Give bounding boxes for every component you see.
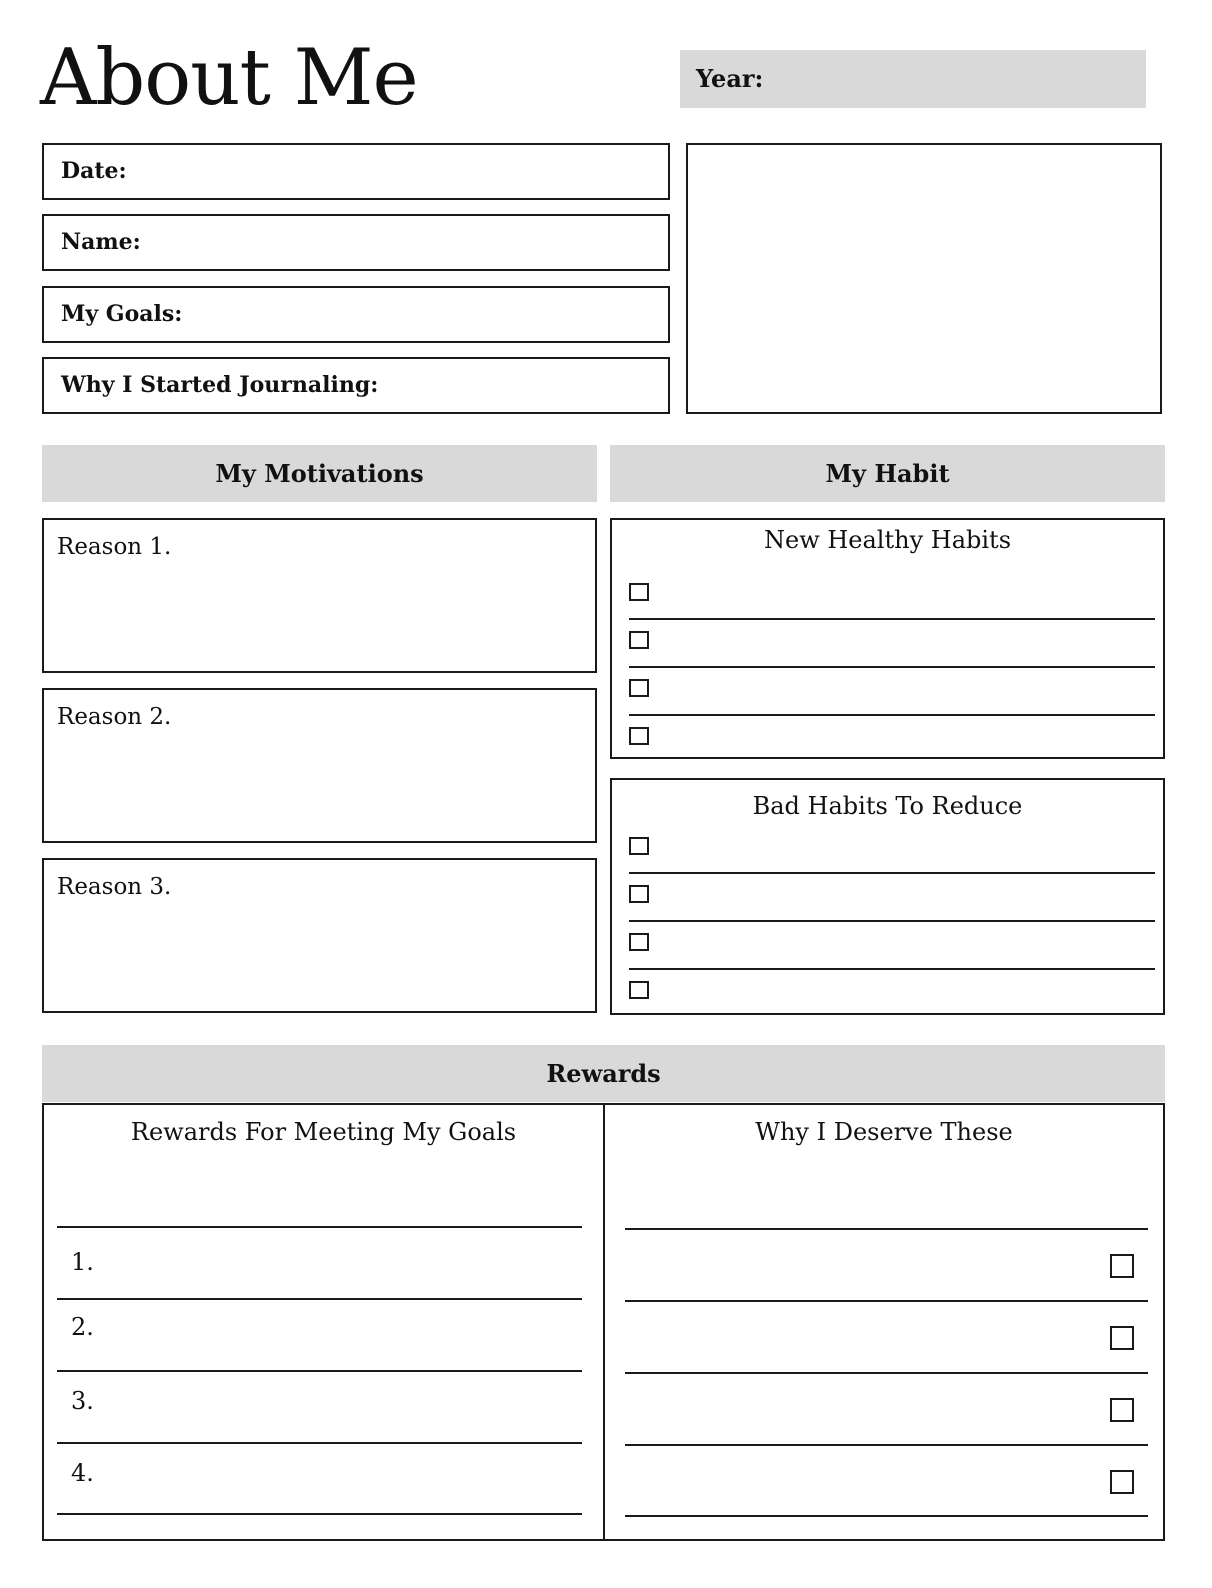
habit-line	[629, 920, 1155, 922]
bad-habits-box	[610, 778, 1165, 1015]
goals-label: My Goals:	[61, 301, 183, 327]
habit-line	[629, 666, 1155, 668]
year-label: Year:	[696, 64, 764, 93]
date-label: Date:	[61, 158, 127, 184]
why-journaling-field[interactable]	[42, 357, 670, 414]
habit-checkbox[interactable]	[629, 583, 649, 601]
habit-checkbox[interactable]	[629, 837, 649, 855]
reward-number-1: 1.	[71, 1248, 94, 1276]
reason-label-1: Reason 1.	[57, 534, 172, 560]
goals-field[interactable]	[42, 286, 670, 343]
motivations-heading: My Motivations	[42, 445, 597, 502]
reason-box-2[interactable]	[42, 688, 597, 843]
reason-label-3: Reason 3.	[57, 874, 172, 900]
deserve-line	[625, 1228, 1148, 1230]
rewards-heading: Rewards	[42, 1045, 1165, 1102]
page-title: About Me	[40, 33, 418, 123]
healthy-habits-box	[610, 518, 1165, 759]
reward-line	[57, 1298, 582, 1300]
date-field[interactable]	[42, 143, 670, 200]
rewards-right-title: Why I Deserve These	[755, 1118, 1013, 1146]
reward-line	[57, 1513, 582, 1515]
reward-number-2: 2.	[71, 1313, 94, 1341]
habit-line	[629, 872, 1155, 874]
reason-box-1[interactable]	[42, 518, 597, 673]
habit-heading: My Habit	[610, 445, 1165, 502]
habit-checkbox[interactable]	[629, 933, 649, 951]
bad-habits-title: Bad Habits To Reduce	[752, 792, 1023, 820]
habit-line	[629, 968, 1155, 970]
deserve-line	[625, 1515, 1148, 1517]
year-bar[interactable]	[680, 50, 1146, 108]
reward-number-3: 3.	[71, 1387, 94, 1415]
habit-checkbox[interactable]	[629, 981, 649, 999]
habit-checkbox[interactable]	[629, 679, 649, 697]
healthy-habits-title: New Healthy Habits	[763, 526, 1012, 554]
deserve-checkbox[interactable]	[1110, 1470, 1134, 1494]
reward-line	[57, 1370, 582, 1372]
deserve-line	[625, 1300, 1148, 1302]
deserve-checkbox[interactable]	[1110, 1326, 1134, 1350]
rewards-divider	[603, 1103, 605, 1541]
habit-checkbox[interactable]	[629, 727, 649, 745]
why-journaling-label: Why I Started Journaling:	[61, 372, 379, 398]
deserve-line	[625, 1372, 1148, 1374]
reward-line	[57, 1226, 582, 1228]
reward-number-4: 4.	[71, 1459, 94, 1487]
deserve-line	[625, 1444, 1148, 1446]
name-field[interactable]	[42, 214, 670, 271]
habit-line	[629, 618, 1155, 620]
habit-line	[629, 714, 1155, 716]
name-label: Name:	[61, 229, 141, 255]
photo-box[interactable]	[686, 143, 1162, 414]
rewards-left-title: Rewards For Meeting My Goals	[130, 1118, 517, 1146]
habit-checkbox[interactable]	[629, 885, 649, 903]
reason-label-2: Reason 2.	[57, 704, 172, 730]
habit-checkbox[interactable]	[629, 631, 649, 649]
deserve-checkbox[interactable]	[1110, 1254, 1134, 1278]
deserve-checkbox[interactable]	[1110, 1398, 1134, 1422]
reason-box-3[interactable]	[42, 858, 597, 1013]
reward-line	[57, 1442, 582, 1444]
